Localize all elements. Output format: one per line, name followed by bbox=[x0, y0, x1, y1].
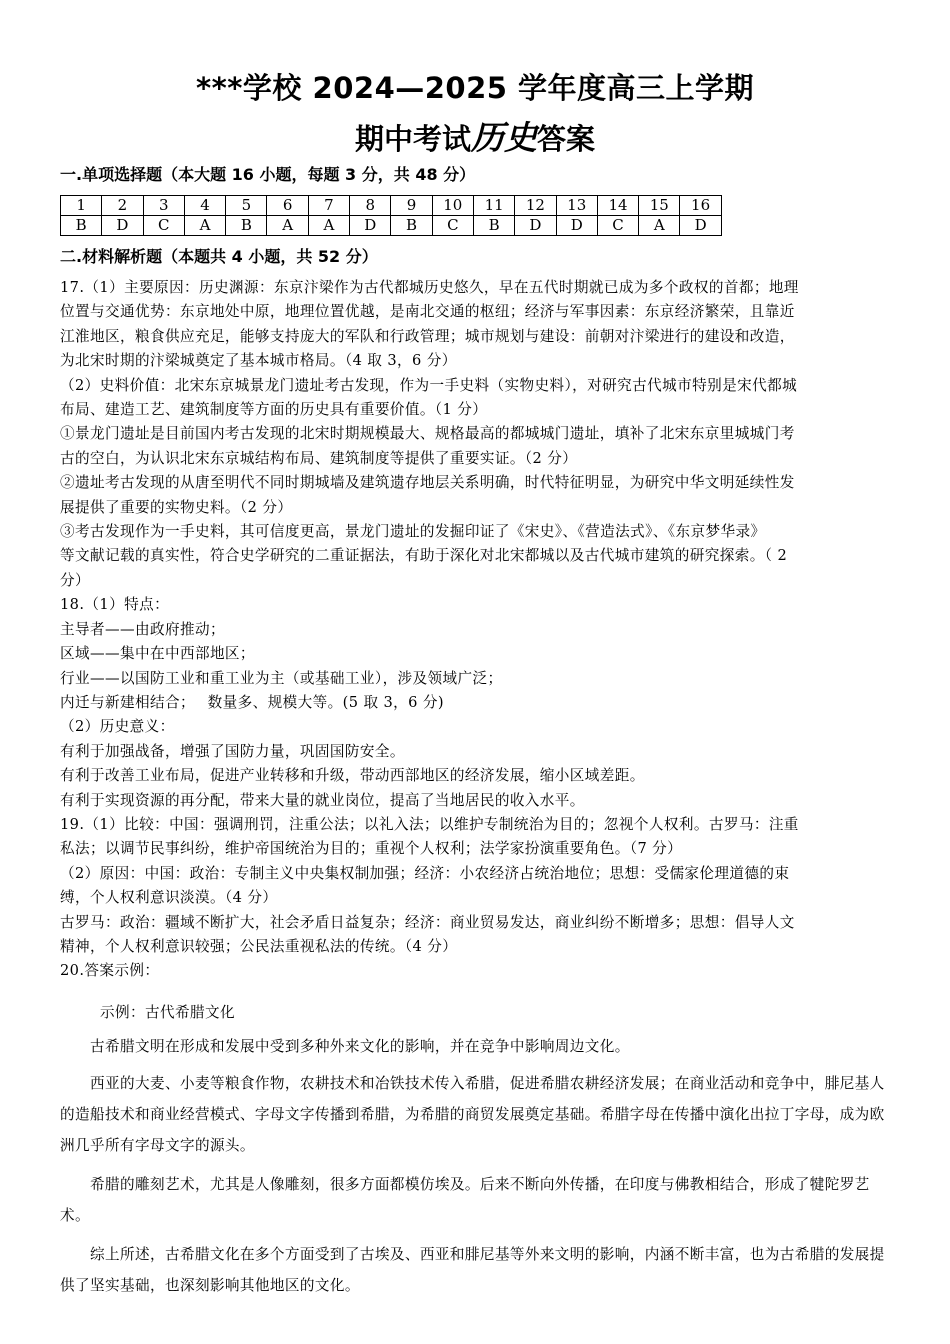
answer-line: （2）史料价值：北宋东京城景龙门遗址考古发现，作为一手史料（实物史料），对研究古代城市特别是宋代都城 bbox=[60, 376, 798, 394]
question-number-cell: 7 bbox=[308, 196, 349, 216]
answer-line: 江淮地区，粮食供应充足，能够支持庞大的军队和行政管理；城市规划与建设：前朝对汴梁进行的建设和改造， bbox=[60, 327, 795, 345]
answer-line: ③考古发现作为一手史料，其可信度更高，景龙门遗址的发掘印证了《宋史》、《营造法式》、《东京梦华录》 bbox=[60, 523, 766, 541]
answer-line: 为北宋时期的汴梁城奠定了基本城市格局。（4 取 3，6 分） bbox=[60, 352, 457, 370]
page-title: ***学校 2024—2025 学年度高三上学期 bbox=[195, 71, 755, 105]
section-heading-analysis: 二.材料解析题（本题共 4 小题，共 52 分） bbox=[60, 247, 378, 266]
question-number-cell: 10 bbox=[432, 196, 473, 216]
answer-cell: B bbox=[473, 216, 514, 236]
answer-line: 等文献记载的真实性，符合史学研究的二重证据法，有助于深化对北宋都城以及古代城市建筑的研究探索。（ 2 bbox=[60, 547, 788, 565]
essay-paragraph: 综上所述，古希腊文化在多个方面受到了古埃及、西亚和腓尼基等外来文明的影响，内涵不断丰富，也为古希腊的发展提供了坚实基础，也深刻影响其他地区的文化。 bbox=[60, 1246, 885, 1294]
question-number-cell: 1 bbox=[61, 196, 102, 216]
question-number-cell: 16 bbox=[680, 196, 721, 216]
answer-line: 展提供了重要的实物史料。（2 分） bbox=[60, 498, 293, 516]
answer-line: ②遗址考古发现的从唐至明代不同时期城墙及建筑遗存地层关系明确，时代特征明显，为研究中华文明延续性发 bbox=[60, 474, 795, 492]
page-subtitle bbox=[0, 112, 950, 159]
answer-cell: B bbox=[226, 216, 267, 236]
question-number-cell: 3 bbox=[143, 196, 184, 216]
answer-cell: A bbox=[639, 216, 680, 236]
answer-line: 分） bbox=[60, 571, 90, 589]
answer-cell: A bbox=[308, 216, 349, 236]
answer-cell: D bbox=[515, 216, 556, 236]
answer-line: 位置与交通优势：东京地处中原，地理位置优越，是南北交通的枢纽；经济与军事因素：东京经济繁荣，且靠近 bbox=[60, 303, 795, 321]
answer-line: 18.（1）特点： bbox=[60, 596, 170, 614]
answer-table bbox=[60, 195, 722, 236]
answer-line: 有利于改善工业布局，促进产业转移和升级，带动西部地区的经济发展，缩小区域差距。 bbox=[60, 767, 645, 785]
answer-line: 区域——集中在中西部地区； bbox=[60, 645, 255, 663]
subject-name: 历史 bbox=[471, 118, 537, 157]
question-number-cell: 11 bbox=[473, 196, 514, 216]
answer-cell: D bbox=[350, 216, 391, 236]
question-number-cell: 6 bbox=[267, 196, 308, 216]
answer-line: 布局、建造工艺、建筑制度等方面的历史具有重要价值。（1 分） bbox=[60, 401, 488, 419]
answer-line: （2）原因：中国：政治：专制主义中央集权制加强；经济：小农经济占统治地位；思想：受儒家伦理道德的束 bbox=[60, 864, 790, 882]
answer-cell: A bbox=[267, 216, 308, 236]
essay-example-title: 示例：古代希腊文化 bbox=[100, 1004, 235, 1021]
answer-line: ①景龙门遗址是目前国内考古发现的北宋时期规模最大、规格最高的都城城门遗址，填补了北宋东京里城城门考 bbox=[60, 425, 795, 443]
question-number-cell: 15 bbox=[639, 196, 680, 216]
answer-line: 缚，个人权利意识淡漠。（4 分） bbox=[60, 889, 278, 907]
answer-line: 17.（1）主要原因：历史渊源：东京汴梁作为古代都城历史悠久，早在五代时期就已成为多个政权的首都；地理 bbox=[60, 279, 799, 296]
question-number-cell: 13 bbox=[556, 196, 597, 216]
answer-line: 精神，个人权利意识较强；公民法重视私法的传统。（4 分） bbox=[60, 937, 458, 955]
answer-cell: C bbox=[597, 216, 638, 236]
essay-paragraph: 希腊的雕刻艺术，尤其是人像雕刻，很多方面都模仿埃及。后来不断向外传播，在印度与佛教相结合，形成了犍陀罗艺术。 bbox=[60, 1176, 870, 1224]
answer-line: 有利于实现资源的再分配，带来大量的就业岗位，提高了当地居民的收入水平。 bbox=[60, 791, 585, 809]
answer-line: 主导者——由政府推动； bbox=[60, 620, 225, 638]
answer-cell: D bbox=[102, 216, 143, 236]
answer-line: 19.（1）比较：中国：强调刑罚，注重公法；以礼入法；以维护专制统治为目的；忽视个人权利。古罗马：注重 bbox=[60, 815, 799, 833]
answer-line: 行业——以国防工业和重工业为主（或基础工业），涉及领域广泛； bbox=[60, 669, 503, 687]
essay-paragraph: 西亚的大麦、小麦等粮食作物，农耕技术和冶铁技术传入希腊，促进希腊农耕经济发展；在商业活动和竞争中，腓尼基人的造船技术和商业经营模式、字母文字传播到希腊，为希腊的商贸发展奠定基础。希腊字母在传播中演化出拉丁字母，成为欧洲几乎所有字母文字的源头。 bbox=[60, 1075, 885, 1154]
answer-cell: C bbox=[432, 216, 473, 236]
answer-line: 古罗马：政治：疆域不断扩大，社会矛盾日益复杂；经济：商业贸易发达，商业纠纷不断增多；思想：倡导人文 bbox=[60, 913, 795, 931]
essay-paragraph: 古希腊文明在形成和发展中受到多种外来文化的影响，并在竞争中影响周边文化。 bbox=[90, 1038, 630, 1055]
answer-cell: C bbox=[143, 216, 184, 236]
answer-cell: D bbox=[556, 216, 597, 236]
answer-line: 古的空白，为认识北宋东京城结构布局、建筑制度等提供了重要实证。（2 分） bbox=[60, 449, 578, 467]
subtitle-suffix: 答案 bbox=[537, 122, 596, 156]
question-number-cell: 2 bbox=[102, 196, 143, 216]
essay-answer bbox=[60, 1000, 898, 1301]
question-number-cell: 5 bbox=[226, 196, 267, 216]
answer-row bbox=[61, 216, 722, 236]
question-number-cell: 4 bbox=[184, 196, 225, 216]
question-number-cell: 8 bbox=[350, 196, 391, 216]
answer-cell: D bbox=[680, 216, 721, 236]
answer-cell: B bbox=[61, 216, 102, 236]
answer-line: 私法；以调节民事纠纷，维护帝国统治为目的；重视个人权利；法学家扮演重要角色。（7 分） bbox=[60, 840, 683, 858]
question-number-cell: 14 bbox=[597, 196, 638, 216]
section-heading-choice: 一.单项选择题（本大题 16 小题，每题 3 分，共 48 分） bbox=[60, 165, 476, 184]
question-number-cell: 12 bbox=[515, 196, 556, 216]
question-number-row bbox=[61, 196, 722, 216]
answer-body bbox=[60, 276, 898, 984]
answer-cell: A bbox=[184, 216, 225, 236]
answer-line: （2）历史意义： bbox=[60, 718, 175, 736]
answer-line: 20.答案示例： bbox=[60, 962, 160, 980]
answer-line: 内迁与新建相结合； 数量多、规模大等。(5 取 3，6 分) bbox=[60, 693, 444, 711]
answer-line: 有利于加强战备，增强了国防力量，巩固国防安全。 bbox=[60, 742, 405, 760]
question-number-cell: 9 bbox=[391, 196, 432, 216]
answer-cell: B bbox=[391, 216, 432, 236]
subtitle-prefix: 期中考试 bbox=[354, 122, 471, 156]
